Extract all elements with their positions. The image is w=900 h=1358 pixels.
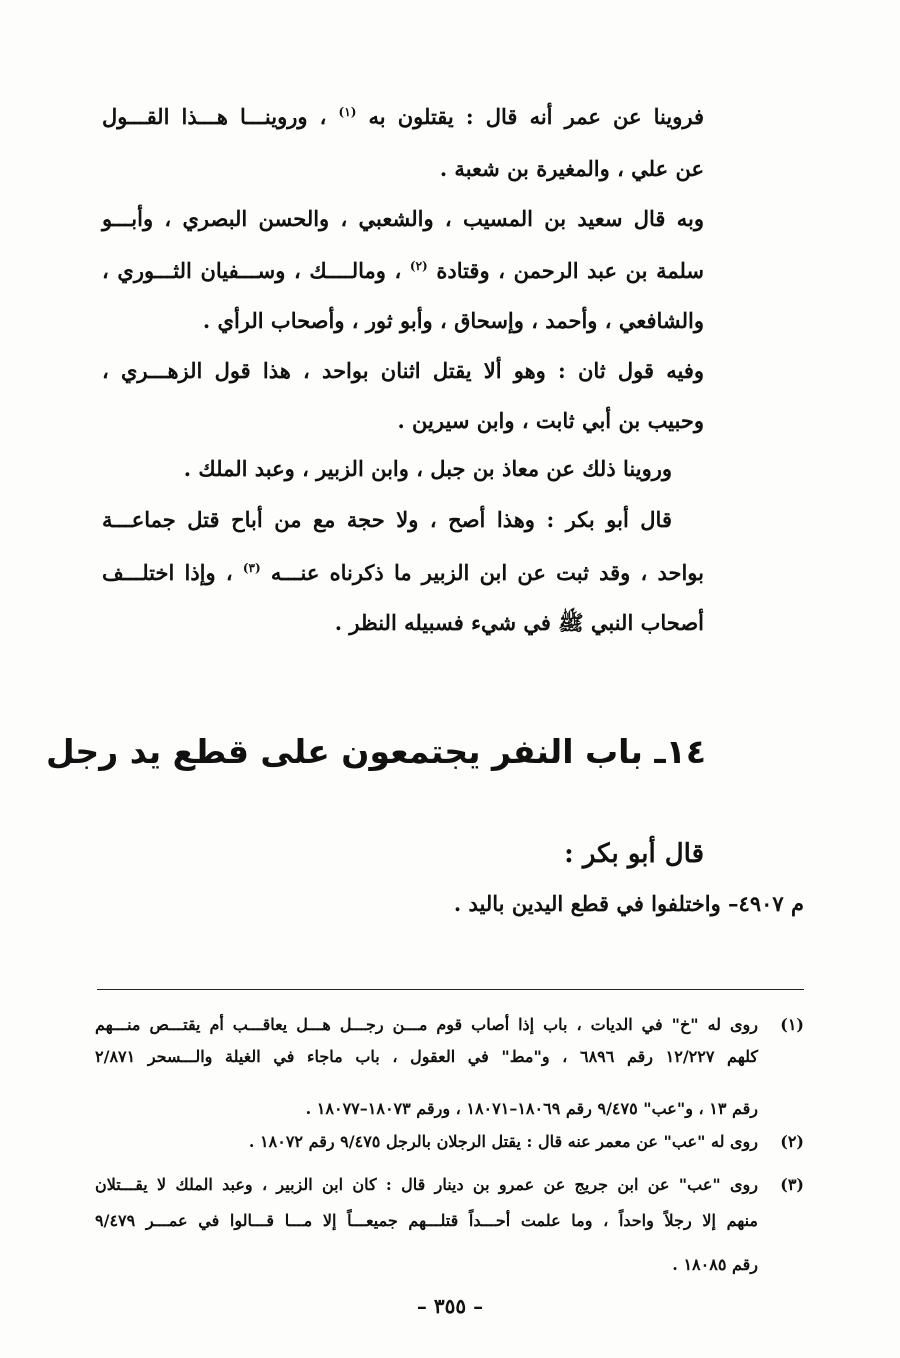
footnote-line: كلهم ١٢/٢٢٧ رقم ٦٨٩٦ ، و"مط" في العقول ، باب ماجاء في الغيلة والـــسحر ٢/٨٧١ bbox=[95, 1047, 758, 1066]
page-number: – ٣٥٥ – bbox=[416, 1294, 484, 1318]
line-text: فروينا عن عمر أنه قال : يقتلون به bbox=[368, 104, 704, 129]
line-text: سلمة بن عبد الرحمن ، وقتادة bbox=[436, 258, 705, 283]
footnote-line: روى له "خ" في الديات ، باب إذا أصاب قوم مـــن رجـــل هـــل يعاقـــب أم يقتـــص منـــهم bbox=[95, 1015, 758, 1034]
footnote-divider bbox=[97, 989, 804, 990]
line-text: ، وروينـــا هـــذا القـــول bbox=[102, 104, 327, 129]
footnote-line: رقم ١٨٠٨٥ . bbox=[672, 1255, 758, 1274]
section-heading: ١٤ـ باب النفر يجتمعون على قطع يد رجل bbox=[45, 732, 706, 771]
footnote-line: منهم إلا رجلاً واحداً ، وما علمت أحـــداً قتلـــهم جميعـــاً إلا مـــا قـــالوا في عمـــر ٩/٤٧٩ bbox=[95, 1211, 759, 1230]
footnote-mark[interactable]: (٣) bbox=[242, 561, 261, 575]
footnote-line: روى "عب" عن ابن جريج عن عمرو بن دينار قال : كان ابن الزبير ، وعبد الملك لا يقـــتلان bbox=[95, 1175, 758, 1194]
footnote-line: رقم ١٣ ، و"عب" ٩/٤٧٥ رقم ١٨٠٦٩–١٨٠٧١ ، ورقم ١٨٠٧٣–١٨٠٧٧ . bbox=[305, 1099, 758, 1118]
footnote-line: روى له "عب" عن معمر عنه قال : يقتل الرجلان بالرجل ٩/٤٧٥ رقم ١٨٠٧٢ . bbox=[248, 1132, 758, 1151]
footnote-mark[interactable]: (١) bbox=[338, 105, 357, 119]
body-line: عن علي ، والمغيرة بن شعبة . bbox=[439, 156, 704, 181]
body-line: والشافعي ، وأحمد ، وإسحاق ، وأبو ثور ، وأصحاب الرأي . bbox=[202, 308, 704, 333]
footnote-number: (٢) bbox=[780, 1132, 804, 1151]
footnote-number: (٣) bbox=[780, 1175, 804, 1194]
body-line: أصحاب النبي ﷺ في شيء فسبيله النظر . bbox=[334, 610, 704, 635]
footnote-mark[interactable]: (٢) bbox=[409, 259, 428, 273]
footnote-number: (١) bbox=[780, 1015, 804, 1034]
line-text: ، ومالــــك ، وســـفيان الثـــوري ، bbox=[102, 258, 402, 283]
body-line: وبه قال سعيد بن المسيب ، والشعبي ، والحسن البصري ، وأبـــو bbox=[102, 206, 704, 231]
body-line bbox=[102, 559, 704, 587]
body-line: وفيه قول ثان : وهو ألا يقتل اثنان بواحد ، هذا قول الزهـــري ، bbox=[102, 358, 704, 383]
speaker-label: قال أبو بكر : bbox=[564, 839, 704, 869]
body-line: قال أبو بكر : وهذا أصح ، ولا حجة مع من أباح قتل جماعـــة bbox=[102, 507, 672, 532]
line-text: بواحد ، وقد ثبت عن ابن الزبير ما ذكرناه عنـــه bbox=[270, 560, 704, 585]
body-line bbox=[102, 103, 704, 131]
body-line: وحبيب بن أبي ثابت ، وابن سيرين . bbox=[397, 408, 704, 433]
body-line bbox=[102, 257, 704, 285]
numbered-entry: م ٤٩٠٧– واختلفوا في قطع اليدين باليد . bbox=[453, 891, 804, 916]
body-line: وروينا ذلك عن معاذ بن جبل ، وابن الزبير ، وعبد الملك . bbox=[183, 456, 672, 481]
line-text: ، وإذا اختلـــف bbox=[102, 560, 233, 585]
